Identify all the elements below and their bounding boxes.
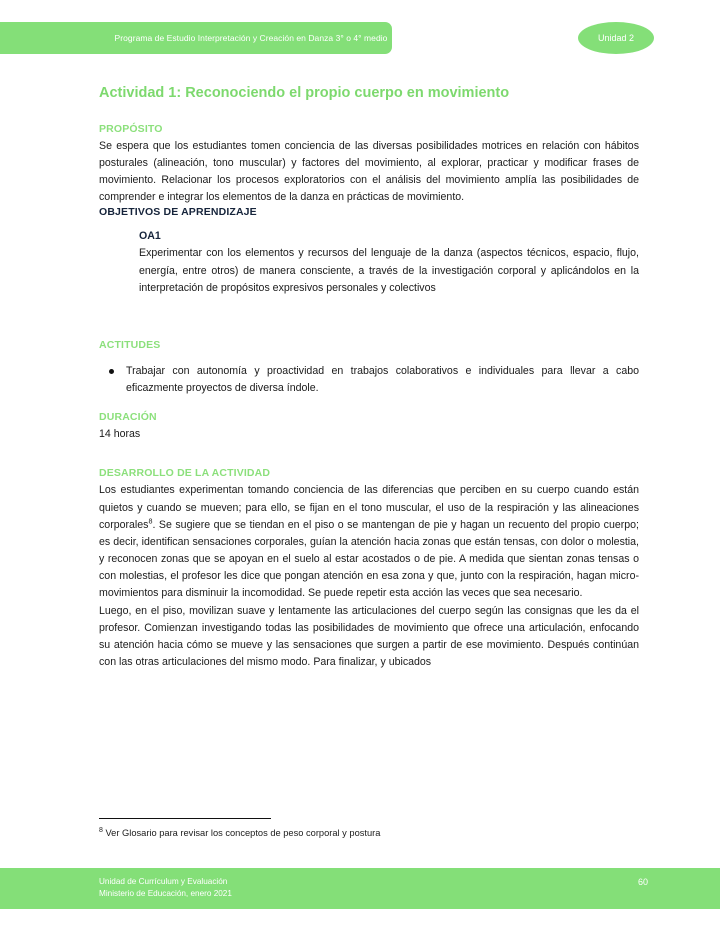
- footnote-marker: 8: [99, 826, 103, 834]
- footnote-reference-8: 8: [148, 516, 153, 526]
- duracion-value: 14 horas: [99, 428, 141, 441]
- list-item: Trabajar con autonomía y proactividad en trabajos colaborativos e individuales para llevar a cabo eficazmente proyectos de diversa índole.: [126, 363, 639, 397]
- page-content: [99, 84, 639, 671]
- desarrollo-p1-part1: Los estudiantes experimentan tomando conciencia de las diferencias que perciben en su cuerpo cuando están quietos y cuando se mueven; para ello, se fijan en el tono muscular, el uso de la respiración y las alineaciones corporales: [99, 484, 639, 531]
- section-actitudes: [99, 339, 639, 397]
- section-heading-actitudes: ACTITUDES: [99, 338, 161, 351]
- section-heading-desarrollo: DESARROLLO DE LA ACTIVIDAD: [99, 467, 271, 480]
- proposito-body: Se espera que los estudiantes tomen conciencia de las diversas posibilidades motrices en relación con hábitos posturales (alineación, tono muscular) y factores del movimiento, al explorar, practicar y modificar frases de movimiento. Relacionar los procesos exploratorios con el análisis del movimiento amplía las posibilidades de comprender e integrar los elementos de la danza en prácticas de movimiento.: [99, 139, 639, 204]
- footnote-text: [99, 827, 639, 840]
- desarrollo-paragraph-1: [99, 482, 639, 602]
- page-title: Actividad 1: Reconociendo el propio cuerpo en movimiento: [99, 85, 510, 101]
- section-duracion: [99, 411, 639, 443]
- oa-block: [139, 230, 639, 296]
- page-number: 60: [637, 877, 648, 887]
- unit-badge: [578, 22, 654, 54]
- desarrollo-paragraph-2: Luego, en el piso, movilizan suave y lentamente las articulaciones del cuerpo según las consignas que les da el profesor. Comienzan investigando todas las posibilidades de movimiento que ofrece una articulación, enfocando su atención hacia cómo se mueve y las sensaciones que surgen a partir de ese movimiento. Después continúan con las otras articulaciones del mismo modo. Para finalizar, y ubicados: [99, 604, 639, 668]
- footnote-area: [99, 818, 639, 840]
- actitudes-list: [99, 363, 639, 397]
- header-banner-text: Programa de Estudio Interpretación y Creación en Danza 3° o 4° medio: [114, 33, 388, 43]
- section-objetivos: [99, 206, 639, 296]
- spacer: [99, 443, 639, 467]
- desarrollo-p1-part2: . Se sugiere que se tiendan en el piso o se mantengan de pie y hagan un recuento del propio cuerpo; es decir, identifican sensaciones corporales, guían la atención hacia zonas que están tensas, con dolor o molestia, y reconocen zonas que se apoyan en el suelo al estar acostados o de pie. A medida que sientan zonas tensas o con molestias, el profesor les dice que pongan atención en esa zona y que, junto con la respiración, hagan micro-movimientos para disminuir la incomodidad. Se puede repetir esta acción las veces que sea necesario.: [99, 518, 639, 600]
- section-heading-proposito: PROPÓSITO: [99, 122, 163, 135]
- footer-line-1: Unidad de Currículum y Evaluación: [99, 877, 228, 886]
- header-banner: [0, 22, 392, 54]
- spacer: [99, 297, 639, 339]
- footnote-body: Ver Glosario para revisar los conceptos de peso corporal y postura: [102, 828, 381, 838]
- section-proposito: [99, 123, 639, 207]
- unit-badge-label: Unidad 2: [597, 33, 635, 43]
- section-desarrollo: [99, 467, 639, 671]
- section-heading-objetivos: OBJETIVOS DE APRENDIZAJE: [99, 206, 257, 219]
- page-footer: [0, 868, 720, 909]
- oa-code: OA1: [139, 230, 161, 243]
- footnote-separator: [99, 818, 271, 819]
- footer-line-2: Ministerio de Educación, enero 2021: [99, 888, 232, 898]
- spacer: [99, 397, 639, 411]
- oa-text: Experimentar con los elementos y recursos del lenguaje de la danza (aspectos técnicos, espacio, flujo, energía, entre otros) de manera consciente, a través de la investigación corporal y aplicándolos en la interpretación de propósitos expresivos personales y colectivos: [139, 247, 639, 294]
- footer-credits: [99, 876, 232, 900]
- page-header: [0, 22, 720, 54]
- section-heading-duracion: DURACIÓN: [99, 411, 157, 424]
